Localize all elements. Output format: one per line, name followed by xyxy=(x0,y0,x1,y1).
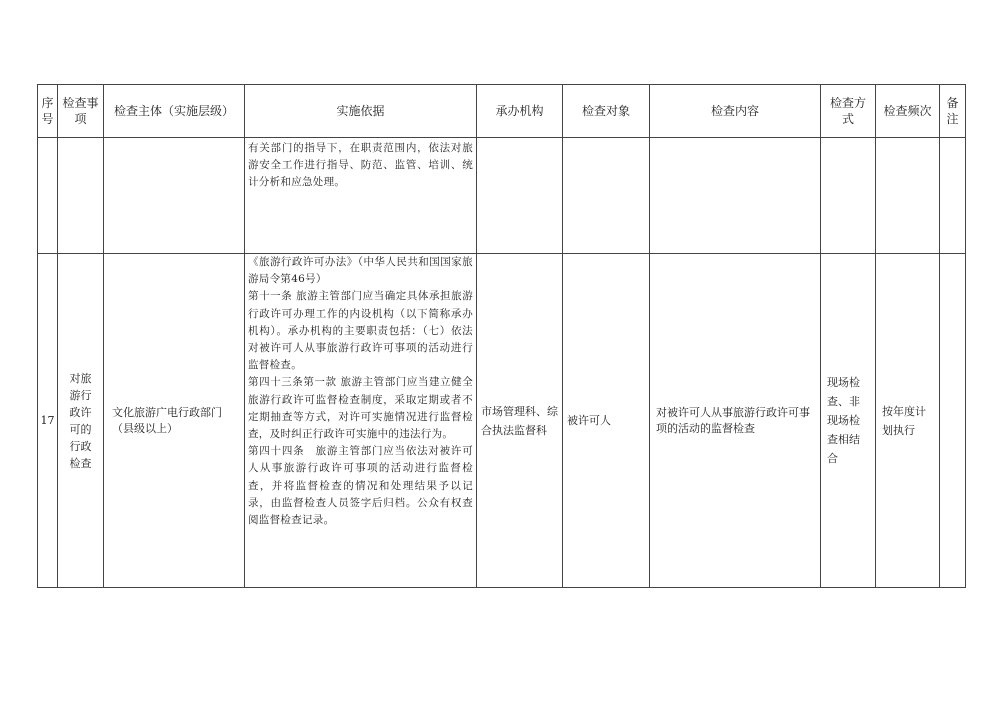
table-row-continued xyxy=(38,138,966,254)
cell-method xyxy=(821,138,876,254)
cell-seq xyxy=(38,138,58,254)
cell-basis: 有关部门的指导下，在职责范围内，依法对旅游安全工作进行指导、防范、监管、培训、统计分析和应急处理。 xyxy=(245,138,477,254)
cell-item xyxy=(58,138,104,254)
cell-seq: 17 xyxy=(38,254,58,588)
header-row xyxy=(38,85,966,138)
header-target: 检查对象 xyxy=(563,85,650,138)
cell-org: 市场管理科、综合执法监督科 xyxy=(477,254,563,588)
cell-content xyxy=(650,138,821,254)
cell-org xyxy=(477,138,563,254)
header-content: 检查内容 xyxy=(650,85,821,138)
table-row xyxy=(38,254,966,588)
inspection-table xyxy=(37,84,966,588)
header-org: 承办机构 xyxy=(477,85,563,138)
header-remark: 备注 xyxy=(940,85,966,138)
cell-frequency: 按年度计划执行 xyxy=(876,254,940,588)
header-seq: 序号 xyxy=(38,85,58,138)
cell-method: 现场检查、非现场检查相结合 xyxy=(821,254,876,588)
cell-subject xyxy=(104,138,245,254)
cell-target: 被许可人 xyxy=(563,254,650,588)
header-frequency: 检查频次 xyxy=(876,85,940,138)
cell-remark xyxy=(940,138,966,254)
cell-target xyxy=(563,138,650,254)
header-item: 检查事项 xyxy=(58,85,104,138)
cell-item: 对旅游行政许可的行政检查 xyxy=(58,254,104,588)
cell-basis: 《旅游行政许可办法》（中华人民共和国国家旅游局令第46号） 第十一条 旅游主管部门应当确定具体承担旅游行政许可办理工作的内设机构（以下简称承办机构）。承办机构的主要职责包括：（七）依法对被许可人从事旅游行政许可事项的活动进行监督检查。 第四十三条第一款 旅游主管部门应当建立健全旅游行政许可监督检查制度，采取定期或者不定期抽查等方式，对许可实施情况进行监督检查，及时纠正行政许可实施中的违法行为。 第四十四条 旅游主管部门应当依法对被许可人从事旅游行政许可事项的活动进行监督检查，并将监督检查的情况和处理结果予以记录，由监督检查人员签字后归档。公众有权查阅监督检查记录。 xyxy=(245,254,477,588)
header-subject: 检查主体（实施层级） xyxy=(104,85,245,138)
cell-subject: 文化旅游广电行政部门（县级以上） xyxy=(104,254,245,588)
cell-frequency xyxy=(876,138,940,254)
cell-content: 对被许可人从事旅游行政许可事项的活动的监督检查 xyxy=(650,254,821,588)
header-method: 检查方式 xyxy=(821,85,876,138)
header-basis: 实施依据 xyxy=(245,85,477,138)
cell-remark xyxy=(940,254,966,588)
